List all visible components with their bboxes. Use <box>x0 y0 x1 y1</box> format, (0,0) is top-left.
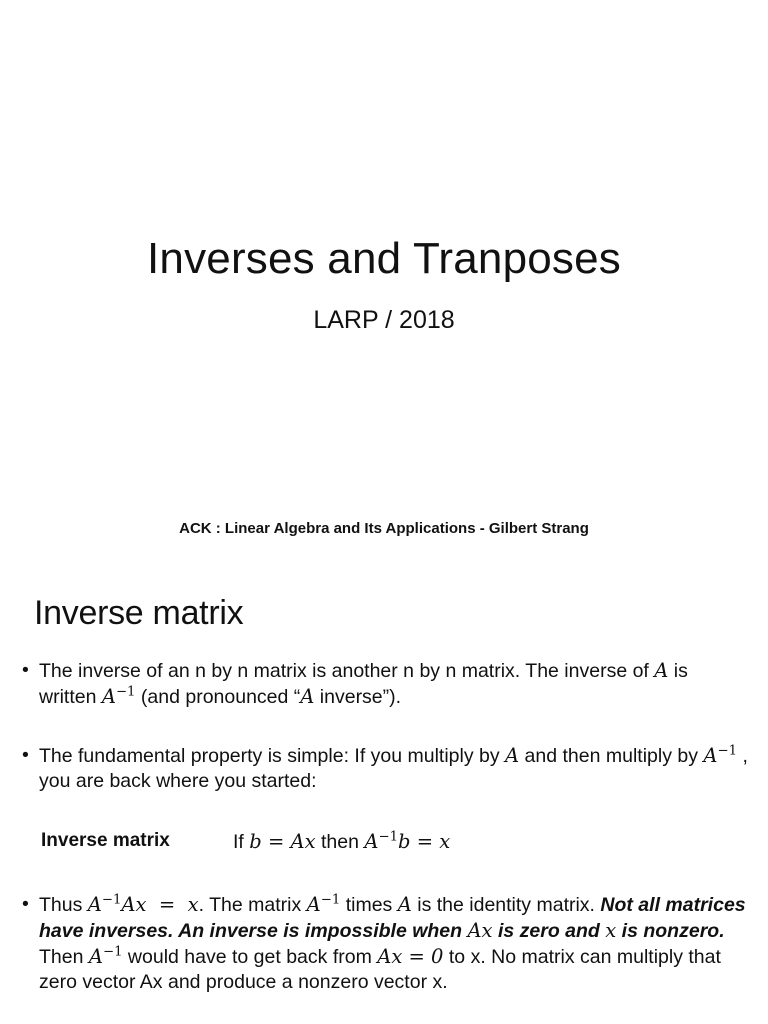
text-run: . The matrix <box>198 894 307 916</box>
text-run: times <box>340 894 398 916</box>
math-equation: Ax = 0 <box>377 945 444 968</box>
bullet-inverse-definition <box>22 658 748 710</box>
math-symbol: A <box>101 685 116 708</box>
bullet-identity-matrix <box>22 892 748 995</box>
math-equation: b = Ax <box>249 830 316 853</box>
bullet-fundamental-property <box>22 743 748 794</box>
math-exponent: −1 <box>101 892 122 908</box>
math-A-inverse <box>364 830 398 853</box>
math-symbol: A <box>87 893 102 916</box>
math-A-inverse <box>89 945 123 968</box>
math-exponent: −1 <box>717 743 738 759</box>
section-heading: Inverse matrix <box>34 594 244 632</box>
text-run: inverse”). <box>314 686 402 708</box>
math-symbol: A <box>703 744 718 767</box>
math-exponent: −1 <box>102 944 123 960</box>
text-run: would have to get back from <box>122 946 378 968</box>
bullet-marker: • <box>22 893 29 915</box>
math-equation: Ax = x <box>121 893 199 916</box>
math-Ax: Ax <box>467 919 493 942</box>
bullet-marker: • <box>22 744 29 766</box>
bullet-marker: • <box>22 659 29 681</box>
text-run: is the identity matrix. <box>411 894 601 916</box>
formula-label: Inverse matrix <box>41 830 170 851</box>
math-exponent: −1 <box>320 892 341 908</box>
math-A-inverse <box>307 893 341 916</box>
bullet-text <box>39 892 748 995</box>
math-A-inverse <box>703 744 737 767</box>
emphasis-text: Not all matrices have inverses. An inverse is impossible when <box>39 894 746 942</box>
text-run: to x. No matrix can multiply that zero vector Ax and produce a nonzero vector x. <box>39 946 721 993</box>
math-symbol: A <box>88 945 103 968</box>
text-run: If <box>233 831 250 853</box>
text-run: Thus <box>39 894 88 916</box>
text-run: is written <box>39 660 688 708</box>
math-x: x <box>605 919 617 942</box>
bullet-text <box>39 743 748 794</box>
text-run: and then multiply by <box>519 745 704 767</box>
inverse-formula <box>233 830 450 854</box>
math-equation: b = x <box>398 830 451 853</box>
slide-subtitle: LARP / 2018 <box>313 306 455 334</box>
text-run: then <box>315 831 365 853</box>
slide-title: Inverses and Tranposes <box>146 234 621 283</box>
emphasis-text: is zero and <box>492 920 606 942</box>
math-A-inverse <box>102 685 136 708</box>
math-A: A <box>654 659 669 682</box>
acknowledgement: ACK : Linear Algebra and Its Applications - Gilbert Strang <box>179 520 589 537</box>
math-A: A <box>397 893 412 916</box>
math-A: A <box>300 685 315 708</box>
math-exponent: −1 <box>115 684 136 700</box>
text-run: Then <box>39 946 89 968</box>
emphasis-text: is nonzero. <box>616 920 725 942</box>
math-A-inverse <box>88 893 122 916</box>
math-symbol: A <box>306 893 321 916</box>
text-run: (and pronounced “ <box>135 686 301 708</box>
bullet-text <box>39 658 748 710</box>
text-run: The inverse of an n by n matrix is another n by n matrix. The inverse of <box>39 660 655 682</box>
math-A: A <box>505 744 520 767</box>
math-symbol: A <box>364 830 379 853</box>
text-run: , you are back where you started: <box>39 745 748 792</box>
math-exponent: −1 <box>378 829 399 845</box>
text-run: The fundamental property is simple: If you multiply by <box>39 745 506 767</box>
